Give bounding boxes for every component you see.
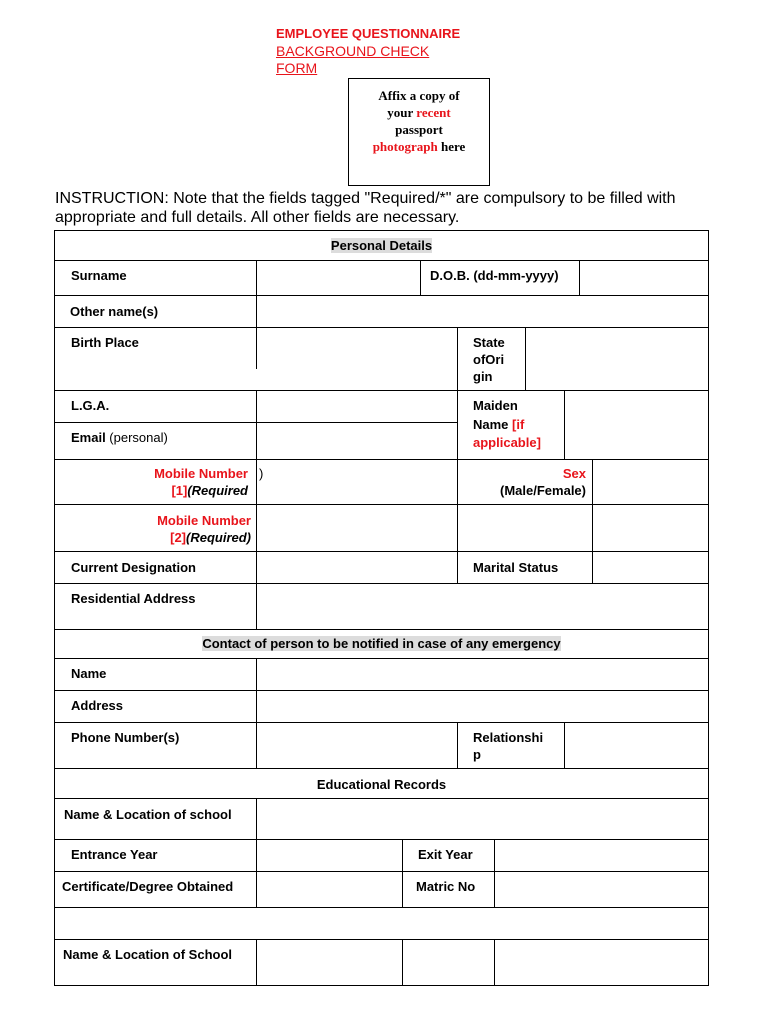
certificate-label: Certificate/Degree Obtained: [62, 879, 234, 894]
exit-year-label: Exit Year: [418, 847, 473, 862]
sex-label: Sex (Male/Female): [500, 466, 586, 498]
blank-row: [55, 908, 709, 939]
surname-label: Surname: [71, 268, 127, 283]
school-2-label: Name & Location of School: [63, 947, 233, 962]
section-personal-details: Personal Details: [330, 238, 433, 253]
school-1-label: Name & Location of school: [64, 807, 232, 822]
residential-address-field[interactable]: [257, 584, 709, 629]
lga-field[interactable]: [257, 391, 457, 422]
mobile-number-2-label: Mobile Number [2](Required): [157, 513, 251, 545]
lga-label: L.G.A.: [71, 398, 110, 413]
dob-field[interactable]: [580, 261, 709, 295]
section-educational-records: Educational Records: [316, 777, 447, 792]
mobile-number-1-label: Mobile Number [1](Required: [154, 466, 248, 498]
dob-label: D.O.B. (dd-mm-yyyy): [430, 268, 559, 283]
photo-text-3: passport: [395, 122, 443, 137]
photo-text-2b: recent: [416, 105, 451, 120]
school-1-field[interactable]: [257, 799, 709, 839]
other-names-field[interactable]: [257, 296, 709, 327]
relationship-label: Relationshi p: [473, 730, 544, 762]
certificate-field[interactable]: [257, 872, 402, 907]
email-field[interactable]: [257, 423, 457, 459]
birth-place-field[interactable]: [257, 328, 457, 390]
marital-status-label: Marital Status: [473, 560, 559, 575]
mobile-number-1-value[interactable]: ): [259, 466, 264, 481]
form-title-line2: FORM: [276, 60, 318, 76]
entrance-year-label: Entrance Year: [71, 847, 158, 862]
sex-field[interactable]: [593, 460, 709, 504]
marital-status-field[interactable]: [593, 552, 709, 583]
maiden-name-label: Maiden Name [if applicable]: [473, 398, 541, 450]
instruction-text: INSTRUCTION: Note that the fields tagged "Required/*" are compulsory to be filled with appropriate and full details. All other fields are necessary.: [55, 190, 676, 226]
emergency-address-field[interactable]: [257, 691, 709, 722]
maiden-name-field[interactable]: [565, 391, 709, 459]
matric-no-label: Matric No: [416, 879, 476, 894]
emergency-name-label: Name: [71, 666, 107, 681]
mobile-number-2-field[interactable]: [257, 505, 457, 551]
emergency-name-field[interactable]: [257, 659, 709, 690]
form-title-line1: BACKGROUND CHECK: [276, 43, 430, 59]
state-of-origin-label: State ofOri gin: [473, 335, 505, 384]
school-2-extra-field-2[interactable]: [495, 940, 709, 986]
current-designation-field[interactable]: [257, 552, 457, 583]
photo-text-2a: your: [387, 105, 417, 120]
school-2-field[interactable]: [257, 940, 402, 986]
school-2-extra-field[interactable]: [403, 940, 494, 986]
current-designation-label: Current Designation: [71, 560, 196, 575]
emergency-phone-label: Phone Number(s): [71, 730, 180, 745]
residential-address-label: Residential Address: [71, 591, 196, 606]
section-emergency-contact: Contact of person to be notified in case of any emergency: [202, 636, 561, 651]
relationship-field[interactable]: [565, 723, 709, 768]
form-supertitle: EMPLOYEE QUESTIONNAIRE: [276, 26, 461, 41]
emergency-phone-field[interactable]: [257, 723, 457, 768]
emergency-address-label: Address: [71, 698, 124, 713]
photo-text-1: Affix a copy of: [378, 88, 460, 103]
birth-place-label: Birth Place: [71, 335, 139, 350]
exit-year-field[interactable]: [495, 840, 709, 871]
matric-no-field[interactable]: [495, 872, 709, 907]
photo-text-4a: photograph: [372, 139, 438, 154]
state-of-origin-field[interactable]: [526, 328, 709, 390]
passport-photo-box[interactable]: [348, 78, 490, 186]
entrance-year-field[interactable]: [257, 840, 402, 871]
photo-text-4b: here: [437, 139, 466, 154]
other-names-label: Other name(s): [70, 304, 159, 319]
email-label: Email (personal): [71, 430, 168, 445]
surname-field[interactable]: [257, 261, 420, 295]
